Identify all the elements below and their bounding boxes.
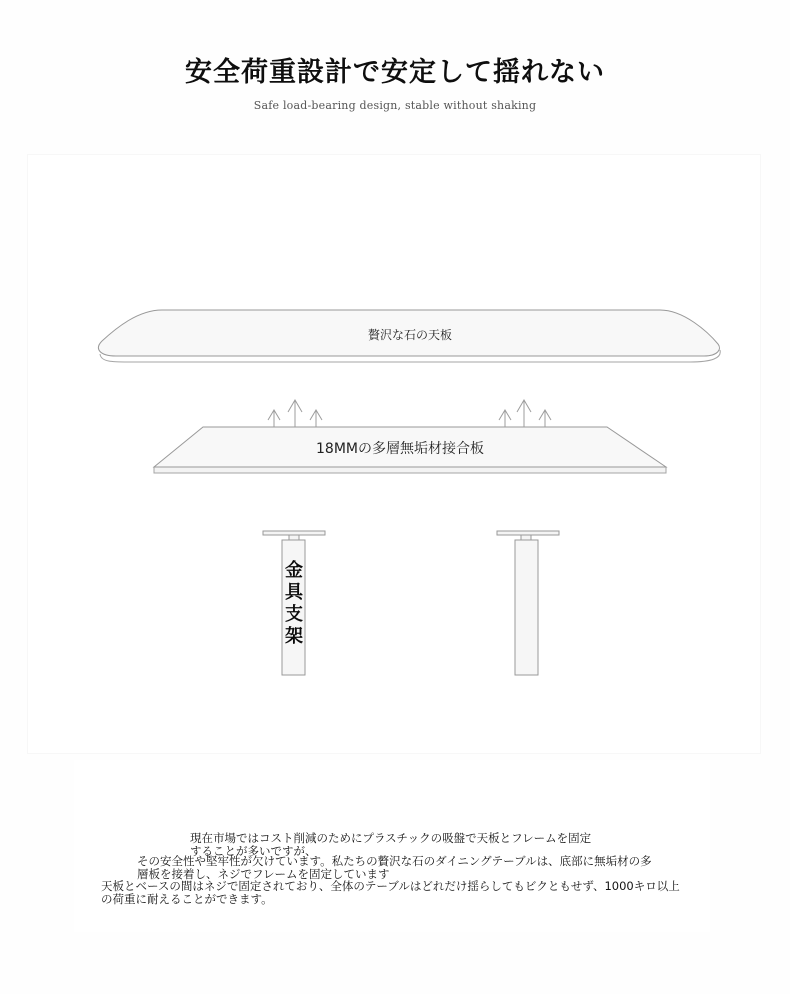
board-label: 18MMの多層無垢材接合板 (316, 441, 484, 457)
tabletop-label: 贅沢な石の天板 (367, 328, 452, 342)
bracket-label-char: 支 (285, 604, 303, 625)
description-line-1: 現在市場ではコスト削減のためにプラスチックの吸盤で天板とフレームを固定することが多いですが、 (190, 831, 592, 858)
page-subtitle: Safe load-bearing design, stable without shaking (253, 99, 537, 112)
page-title: 安全荷重設計で安定して揺れない (185, 57, 605, 88)
bracket-label-char: 金 (285, 560, 303, 581)
metal-bracket-right (497, 531, 559, 675)
bracket-label-char: 架 (285, 626, 303, 647)
description-line-2: その安全性や堅牢性が欠けています。私たちの贅沢な石のダイニングテーブルは、底部に無垢材の多層板を接着し、ネジでフレームを固定しています (137, 854, 652, 881)
description-line-3: 天板とベースの間はネジで固定されており、全体のテーブルはどれだけ揺らしてもビクともせず、1000キロ以上の荷重に耐えることができます。 (101, 879, 680, 906)
bracket-label (283, 560, 305, 648)
bracket-label-char: 具 (285, 582, 303, 603)
